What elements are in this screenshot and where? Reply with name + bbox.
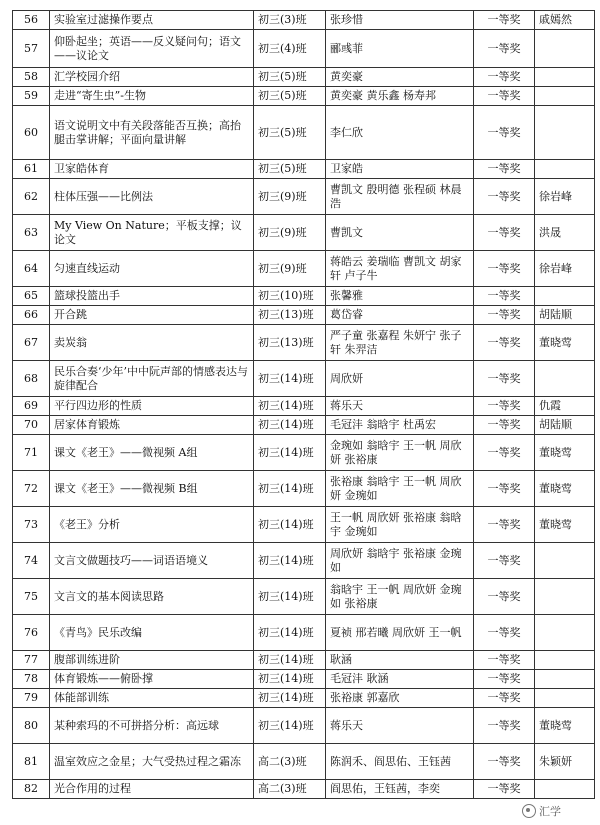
student-names: 耿涵 [326, 651, 474, 670]
table-row [13, 507, 595, 543]
teacher-name [535, 579, 595, 615]
class-name: 高二(3)班 [254, 744, 326, 780]
table-row [13, 287, 595, 306]
teacher-name [535, 361, 595, 397]
class-name: 初三(14)班 [254, 471, 326, 507]
award-level: 一等奖 [474, 435, 535, 471]
class-name: 初三(5)班 [254, 87, 326, 106]
row-number: 79 [13, 689, 50, 708]
entry-title: 民乐合奏‘少年’中中阮声部的情感表达与旋律配合 [50, 361, 254, 397]
award-level: 一等奖 [474, 287, 535, 306]
award-level: 一等奖 [474, 471, 535, 507]
student-names: 曹凯文 殷明德 张程硕 林晨浩 [326, 179, 474, 215]
class-name: 初三(14)班 [254, 670, 326, 689]
award-level: 一等奖 [474, 11, 535, 30]
table-row [13, 579, 595, 615]
award-level: 一等奖 [474, 68, 535, 87]
entry-title: 体育锻炼——俯卧撑 [50, 670, 254, 689]
row-number: 70 [13, 416, 50, 435]
table-row [13, 361, 595, 397]
student-names: 曹凯文 [326, 215, 474, 251]
teacher-name: 董晓莺 [535, 708, 595, 744]
student-names: 张馨雅 [326, 287, 474, 306]
table-row [13, 543, 595, 579]
table-row [13, 251, 595, 287]
award-level: 一等奖 [474, 615, 535, 651]
teacher-name: 董晓莺 [535, 507, 595, 543]
teacher-name [535, 30, 595, 68]
table-row [13, 651, 595, 670]
entry-title: 《老王》分析 [50, 507, 254, 543]
student-names: 周欣妍 翁晗宇 张裕康 金琬如 [326, 543, 474, 579]
row-number: 59 [13, 87, 50, 106]
class-name: 初三(9)班 [254, 251, 326, 287]
class-name: 初三(14)班 [254, 416, 326, 435]
row-number: 60 [13, 106, 50, 160]
award-level: 一等奖 [474, 708, 535, 744]
watermark [520, 803, 563, 819]
entry-title: 卖炭翁 [50, 325, 254, 361]
class-name: 初三(9)班 [254, 179, 326, 215]
student-names: 翁晗宇 王一帆 周欣妍 金琬如 张裕康 [326, 579, 474, 615]
watermark-text: 汇学 [539, 805, 561, 818]
entry-title: 《青鸟》民乐改编 [50, 615, 254, 651]
student-names: 张珍惜 [326, 11, 474, 30]
wechat-logo-icon [522, 804, 536, 818]
row-number: 73 [13, 507, 50, 543]
student-names: 金琬如 翁晗宇 王一帆 周欣妍 张裕康 [326, 435, 474, 471]
table-row [13, 106, 595, 160]
teacher-name: 胡陆顺 [535, 306, 595, 325]
table-row [13, 397, 595, 416]
class-name: 初三(3)班 [254, 11, 326, 30]
student-names: 严子童 张嘉程 朱妍宁 张子轩 朱羿洁 [326, 325, 474, 361]
table-row [13, 11, 595, 30]
class-name: 初三(14)班 [254, 435, 326, 471]
class-name: 初三(14)班 [254, 651, 326, 670]
student-names: 葛岱睿 [326, 306, 474, 325]
row-number: 71 [13, 435, 50, 471]
award-level: 一等奖 [474, 306, 535, 325]
teacher-name [535, 780, 595, 799]
teacher-name: 戚嫣然 [535, 11, 595, 30]
class-name: 初三(14)班 [254, 708, 326, 744]
entry-title: 走进“寄生虫”-生物 [50, 87, 254, 106]
student-names: 张裕康 翁晗宇 王一帆 周欣妍 金琬如 [326, 471, 474, 507]
student-names: 郦彧菲 [326, 30, 474, 68]
table-row [13, 471, 595, 507]
entry-title: My View On Nature；平板支撑；议论文 [50, 215, 254, 251]
award-level: 一等奖 [474, 416, 535, 435]
entry-title: 平行四边形的性质 [50, 397, 254, 416]
row-number: 76 [13, 615, 50, 651]
entry-title: 匀速直线运动 [50, 251, 254, 287]
student-names: 张裕康 郭嘉欣 [326, 689, 474, 708]
award-level: 一等奖 [474, 579, 535, 615]
teacher-name: 胡陆顺 [535, 416, 595, 435]
entry-title: 课文《老王》——微视频 B组 [50, 471, 254, 507]
student-names: 卫家皓 [326, 160, 474, 179]
class-name: 初三(10)班 [254, 287, 326, 306]
teacher-name [535, 615, 595, 651]
award-level: 一等奖 [474, 215, 535, 251]
class-name: 初三(5)班 [254, 68, 326, 87]
award-level: 一等奖 [474, 361, 535, 397]
entry-title: 某种索玛的不可拼搭分析：高远球 [50, 708, 254, 744]
class-name: 初三(5)班 [254, 106, 326, 160]
entry-title: 柱体压强——比例法 [50, 179, 254, 215]
student-names: 黄奕豪 黄乐鑫 杨寿邦 [326, 87, 474, 106]
row-number: 82 [13, 780, 50, 799]
student-names: 蒋乐天 [326, 708, 474, 744]
awards-table-body [13, 11, 595, 799]
teacher-name [535, 543, 595, 579]
awards-table [12, 10, 595, 799]
student-names: 黄奕豪 [326, 68, 474, 87]
row-number: 77 [13, 651, 50, 670]
award-level: 一等奖 [474, 160, 535, 179]
student-names: 陈润禾、阎思佑、王钰茜 [326, 744, 474, 780]
class-name: 初三(14)班 [254, 361, 326, 397]
class-name: 高二(3)班 [254, 780, 326, 799]
entry-title: 开合跳 [50, 306, 254, 325]
award-level: 一等奖 [474, 507, 535, 543]
entry-title: 仰卧起坐；英语——反义疑问句；语文——议论文 [50, 30, 254, 68]
table-row [13, 160, 595, 179]
award-level: 一等奖 [474, 325, 535, 361]
student-names: 毛冠沣 翁晗宇 杜禹宏 [326, 416, 474, 435]
class-name: 初三(14)班 [254, 507, 326, 543]
award-level: 一等奖 [474, 251, 535, 287]
student-names: 毛冠沣 耿涵 [326, 670, 474, 689]
class-name: 初三(14)班 [254, 579, 326, 615]
student-names: 蒋乐天 [326, 397, 474, 416]
class-name: 初三(9)班 [254, 215, 326, 251]
table-row [13, 87, 595, 106]
class-name: 初三(13)班 [254, 306, 326, 325]
entry-title: 篮球投篮出手 [50, 287, 254, 306]
award-level: 一等奖 [474, 651, 535, 670]
class-name: 初三(13)班 [254, 325, 326, 361]
student-names: 夏祯 邢若曦 周欣妍 王一帆 [326, 615, 474, 651]
teacher-name [535, 651, 595, 670]
teacher-name: 董晓莺 [535, 325, 595, 361]
award-level: 一等奖 [474, 179, 535, 215]
student-names: 王一帆 周欣妍 张裕康 翁晗宇 金琬如 [326, 507, 474, 543]
teacher-name [535, 87, 595, 106]
student-names: 阎思佑，王钰茜，李奕 [326, 780, 474, 799]
entry-title: 温室效应之金星；大气受热过程之霜冻 [50, 744, 254, 780]
table-row [13, 689, 595, 708]
row-number: 62 [13, 179, 50, 215]
teacher-name [535, 689, 595, 708]
entry-title: 文言文做题技巧——词语语境义 [50, 543, 254, 579]
teacher-name: 徐岩峰 [535, 251, 595, 287]
award-level: 一等奖 [474, 87, 535, 106]
teacher-name: 仇霞 [535, 397, 595, 416]
entry-title: 汇学校园介绍 [50, 68, 254, 87]
row-number: 81 [13, 744, 50, 780]
entry-title: 卫家皓体育 [50, 160, 254, 179]
award-level: 一等奖 [474, 30, 535, 68]
table-row [13, 325, 595, 361]
entry-title: 文言文的基本阅读思路 [50, 579, 254, 615]
table-row [13, 780, 595, 799]
student-names: 李仁欣 [326, 106, 474, 160]
teacher-name [535, 106, 595, 160]
class-name: 初三(14)班 [254, 615, 326, 651]
class-name: 初三(4)班 [254, 30, 326, 68]
teacher-name [535, 670, 595, 689]
row-number: 80 [13, 708, 50, 744]
award-level: 一等奖 [474, 780, 535, 799]
entry-title: 实验室过滤操作要点 [50, 11, 254, 30]
entry-title: 光合作用的过程 [50, 780, 254, 799]
row-number: 78 [13, 670, 50, 689]
entry-title: 课文《老王》——微视频 A组 [50, 435, 254, 471]
row-number: 64 [13, 251, 50, 287]
row-number: 63 [13, 215, 50, 251]
award-level: 一等奖 [474, 744, 535, 780]
teacher-name: 董晓莺 [535, 435, 595, 471]
row-number: 72 [13, 471, 50, 507]
table-row [13, 30, 595, 68]
row-number: 56 [13, 11, 50, 30]
award-level: 一等奖 [474, 670, 535, 689]
table-row [13, 416, 595, 435]
row-number: 68 [13, 361, 50, 397]
row-number: 65 [13, 287, 50, 306]
table-row [13, 179, 595, 215]
table-row [13, 744, 595, 780]
table-row [13, 615, 595, 651]
row-number: 61 [13, 160, 50, 179]
teacher-name [535, 287, 595, 306]
table-row [13, 708, 595, 744]
teacher-name: 徐岩峰 [535, 179, 595, 215]
row-number: 66 [13, 306, 50, 325]
row-number: 75 [13, 579, 50, 615]
class-name: 初三(14)班 [254, 689, 326, 708]
entry-title: 体能部训练 [50, 689, 254, 708]
table-row [13, 435, 595, 471]
class-name: 初三(14)班 [254, 397, 326, 416]
student-names: 蒋皓云 姜瑞临 曹凯文 胡家轩 卢子牛 [326, 251, 474, 287]
row-number: 74 [13, 543, 50, 579]
row-number: 57 [13, 30, 50, 68]
class-name: 初三(5)班 [254, 160, 326, 179]
award-level: 一等奖 [474, 689, 535, 708]
teacher-name: 董晓莺 [535, 471, 595, 507]
entry-title: 居家体育锻炼 [50, 416, 254, 435]
table-row [13, 215, 595, 251]
table-row [13, 306, 595, 325]
row-number: 58 [13, 68, 50, 87]
row-number: 69 [13, 397, 50, 416]
row-number: 67 [13, 325, 50, 361]
entry-title: 腹部训练进阶 [50, 651, 254, 670]
award-level: 一等奖 [474, 106, 535, 160]
award-level: 一等奖 [474, 397, 535, 416]
student-names: 周欣妍 [326, 361, 474, 397]
award-level: 一等奖 [474, 543, 535, 579]
teacher-name [535, 160, 595, 179]
table-row [13, 670, 595, 689]
class-name: 初三(14)班 [254, 543, 326, 579]
entry-title: 语文说明文中有关段落能否互换；高抬腿击掌讲解；平面向量讲解 [50, 106, 254, 160]
teacher-name [535, 68, 595, 87]
teacher-name: 洪晟 [535, 215, 595, 251]
table-row [13, 68, 595, 87]
teacher-name: 朱颖妍 [535, 744, 595, 780]
